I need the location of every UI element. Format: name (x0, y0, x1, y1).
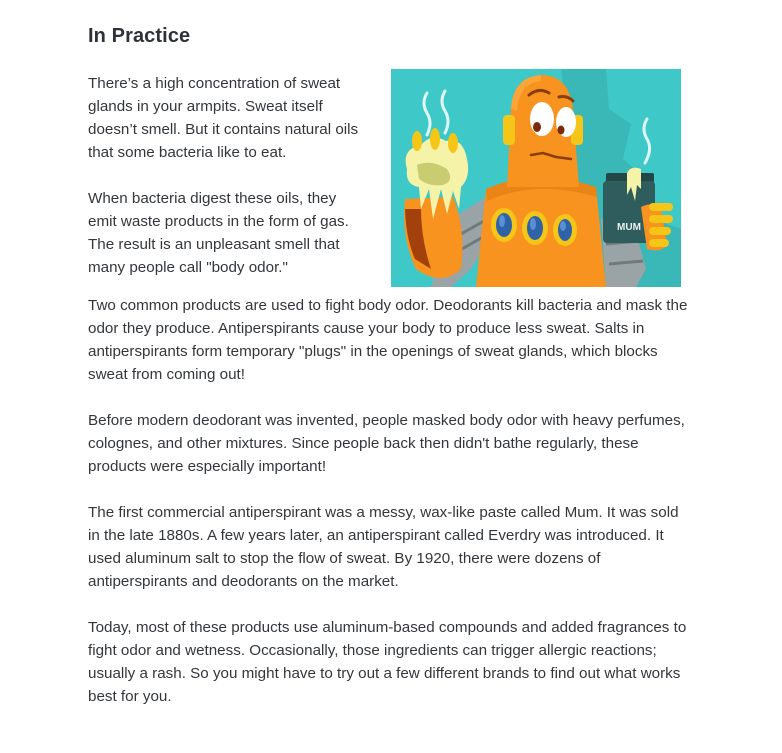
article (88, 22, 688, 731)
section-title: In Practice (88, 25, 191, 47)
intro-paragraph-2: When bacteria digest these oils, they emit waste products in the form of gas. The result is an unpleasant smell that many people call "body odor." (88, 190, 349, 276)
intro-text (88, 72, 368, 279)
body-section (88, 294, 688, 708)
intro-paragraph-1: There’s a high concentration of sweat glands in your armpits. Sweat itself doesn’t smell. But it contains natural oils that some bacteria like to eat. (88, 75, 359, 161)
body-paragraph-2: Before modern deodorant was invented, people masked body odor with heavy perfumes, colognes, and other mixtures. Since people back then didn't bathe regularly, these products were especially important! (88, 412, 685, 475)
body-paragraph-3: The first commercial antiperspirant was a messy, wax-like paste called Mum. It was sold in the late 1880s. A few years later, an antiperspirant called Everdry was introduced. It used aluminum salt to stop the flow of sweat. By 1920, there were dozens of antiperspirants and deodorants on the market. (88, 504, 679, 590)
body-paragraph-1: Two common products are used to fight body odor. Deodorants kill bacteria and mask the odor they produce. Antiperspirants cause your body to produce less sweat. Salts in antiperspirants form temporary "plugs" in the openings of sweat glands, which blocks sweat from coming out! (88, 297, 688, 383)
jar-label: MUM (617, 222, 641, 233)
intro-section (88, 72, 688, 294)
robot-illustration (391, 69, 681, 287)
robot-illustration-svg (391, 69, 681, 287)
body-paragraph-4: Today, most of these products use aluminum-based compounds and added fragrances to fight odor and wetness. Occasionally, those ingredients can trigger allergic reactions; usually a rash. So you might have to try out a few different brands to find out what works best for you. (88, 619, 687, 705)
